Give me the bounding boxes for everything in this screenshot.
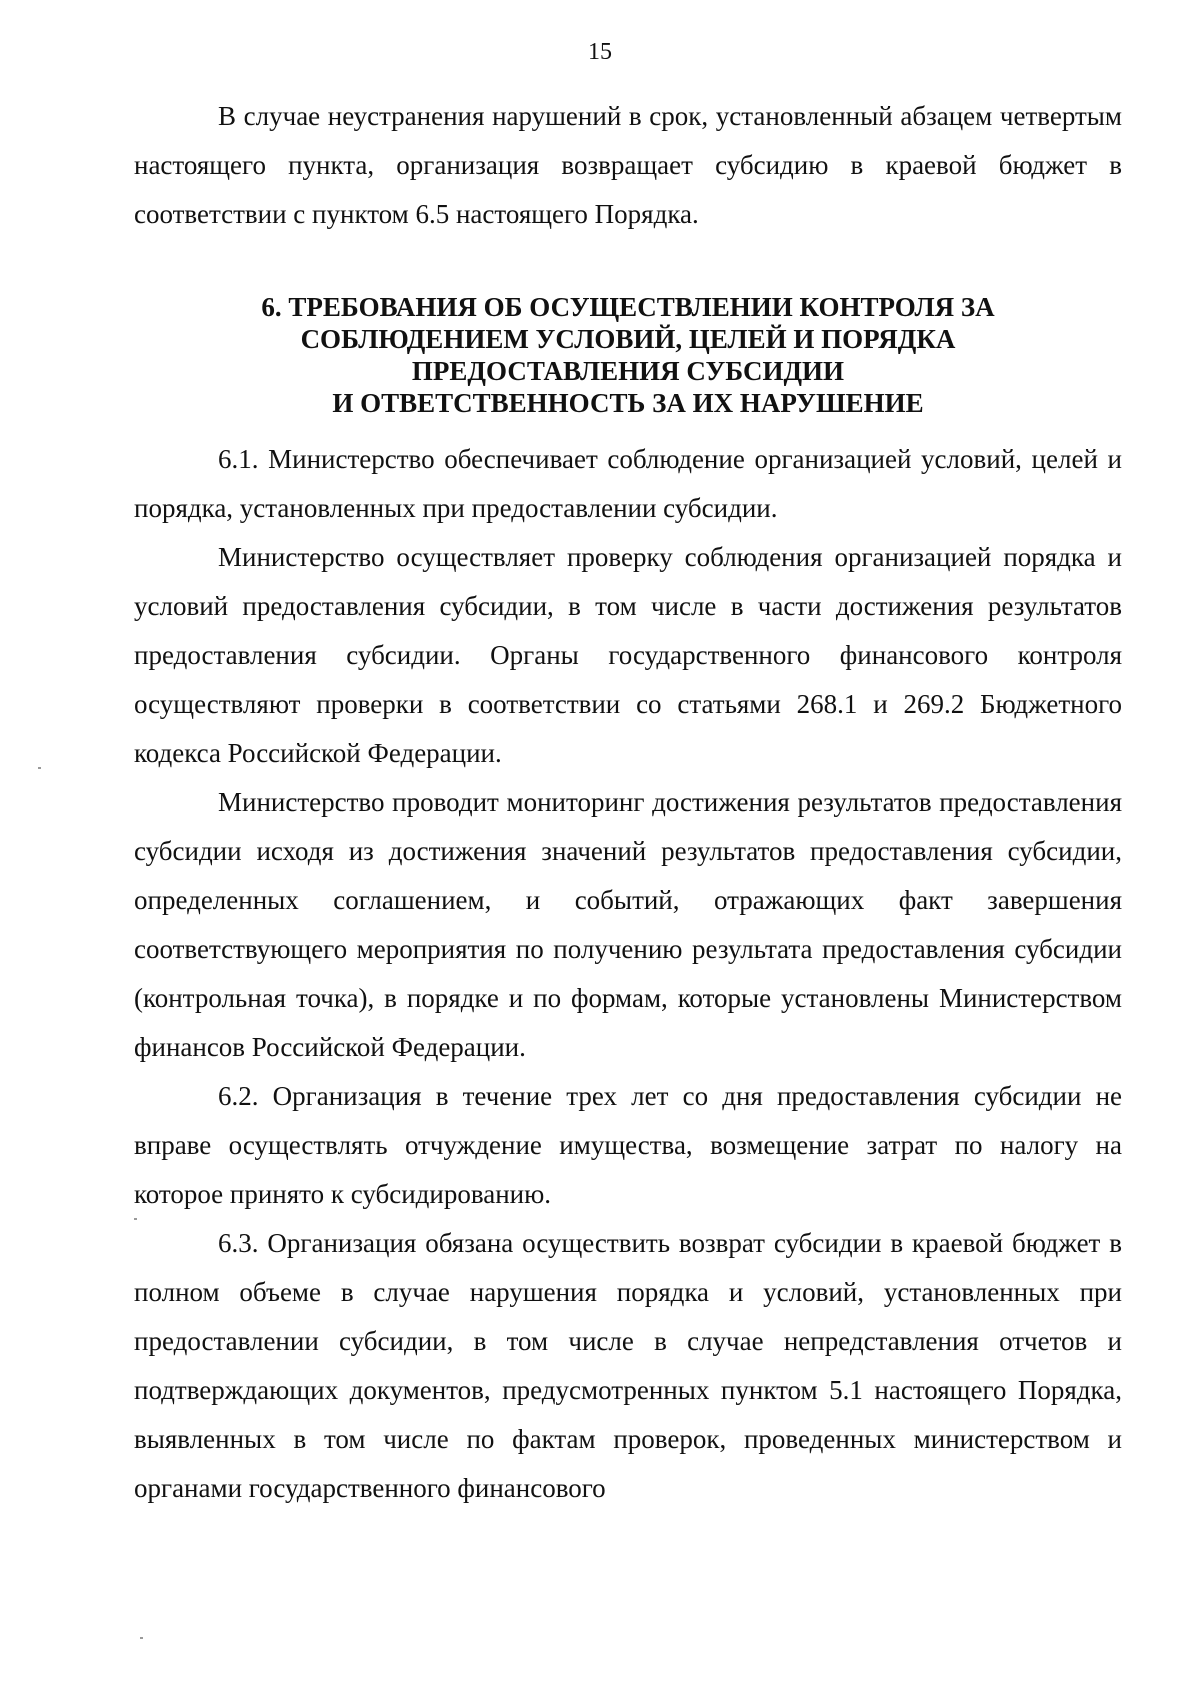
- paragraph-ministry-inspection: Министерство осуществляет проверку соблюдения организацией порядка и условий предоставления субсидии, в том числе в части достижения результатов предоставления субсидии. Органы государственного финансового контроля осуществляют проверки в соответствии со статьями 268.1 и 269.2 Бюджетного кодекса Российской Федерации.: [134, 542, 1122, 768]
- section-heading-line-3: ПРЕДОСТАВЛЕНИЯ СУБСИДИИ: [411, 356, 845, 386]
- paragraph-violation-return: В случае неустранения нарушений в срок, установленный абзацем четвертым настоящего пункта, организация возвращает субсидию в краевой бюджет в соответствии с пунктом 6.5 настоящего Порядка.: [134, 101, 1122, 229]
- scan-speck: [38, 767, 41, 769]
- paragraph-ministry-monitoring: Министерство проводит мониторинг достижения результатов предоставления субсидии исходя из достижения значений результатов предоставления субсидии, определенных соглашением, и событий, отражающих факт завершения соответствующего мероприятия по получению результата предоставления субсидии (контрольная точка), в порядке и по формам, которые установлены Министерством финансов Российской Федерации.: [134, 787, 1122, 1062]
- section-heading-line-1: 6. ТРЕБОВАНИЯ ОБ ОСУЩЕСТВЛЕНИИ КОНТРОЛЯ ЗА: [261, 292, 995, 322]
- scan-speck: [140, 1637, 143, 1639]
- section-heading: [134, 291, 1122, 419]
- document-body: [134, 92, 1122, 1513]
- paragraph-6-3: 6.3. Организация обязана осуществить возврат субсидии в краевой бюджет в полном объеме в случае нарушения порядка и условий, установленных при предоставлении субсидии, в том числе в случае непредставления отчетов и подтверждающих документов, предусмотренных пунктом 5.1 настоящего Порядка, выявленных в том числе по фактам проверок, проведенных министерством и органами государственного финансового: [134, 1228, 1122, 1503]
- paragraph-6-2: 6.2. Организация в течение трех лет со дня предоставления субсидии не вправе осуществлять отчуждение имущества, возмещение затрат по налогу на которое принято к субсидированию.: [134, 1081, 1122, 1209]
- paragraph-6-1: 6.1. Министерство обеспечивает соблюдение организацией условий, целей и порядка, установленных при предоставлении субсидии.: [134, 444, 1122, 523]
- scan-speck: [134, 1218, 137, 1220]
- section-heading-line-4: И ОТВЕТСТВЕННОСТЬ ЗА ИХ НАРУШЕНИЕ: [332, 388, 924, 418]
- section-heading-line-2: СОБЛЮДЕНИЕМ УСЛОВИЙ, ЦЕЛЕЙ И ПОРЯДКА: [300, 324, 956, 354]
- page-number: 15: [588, 39, 612, 65]
